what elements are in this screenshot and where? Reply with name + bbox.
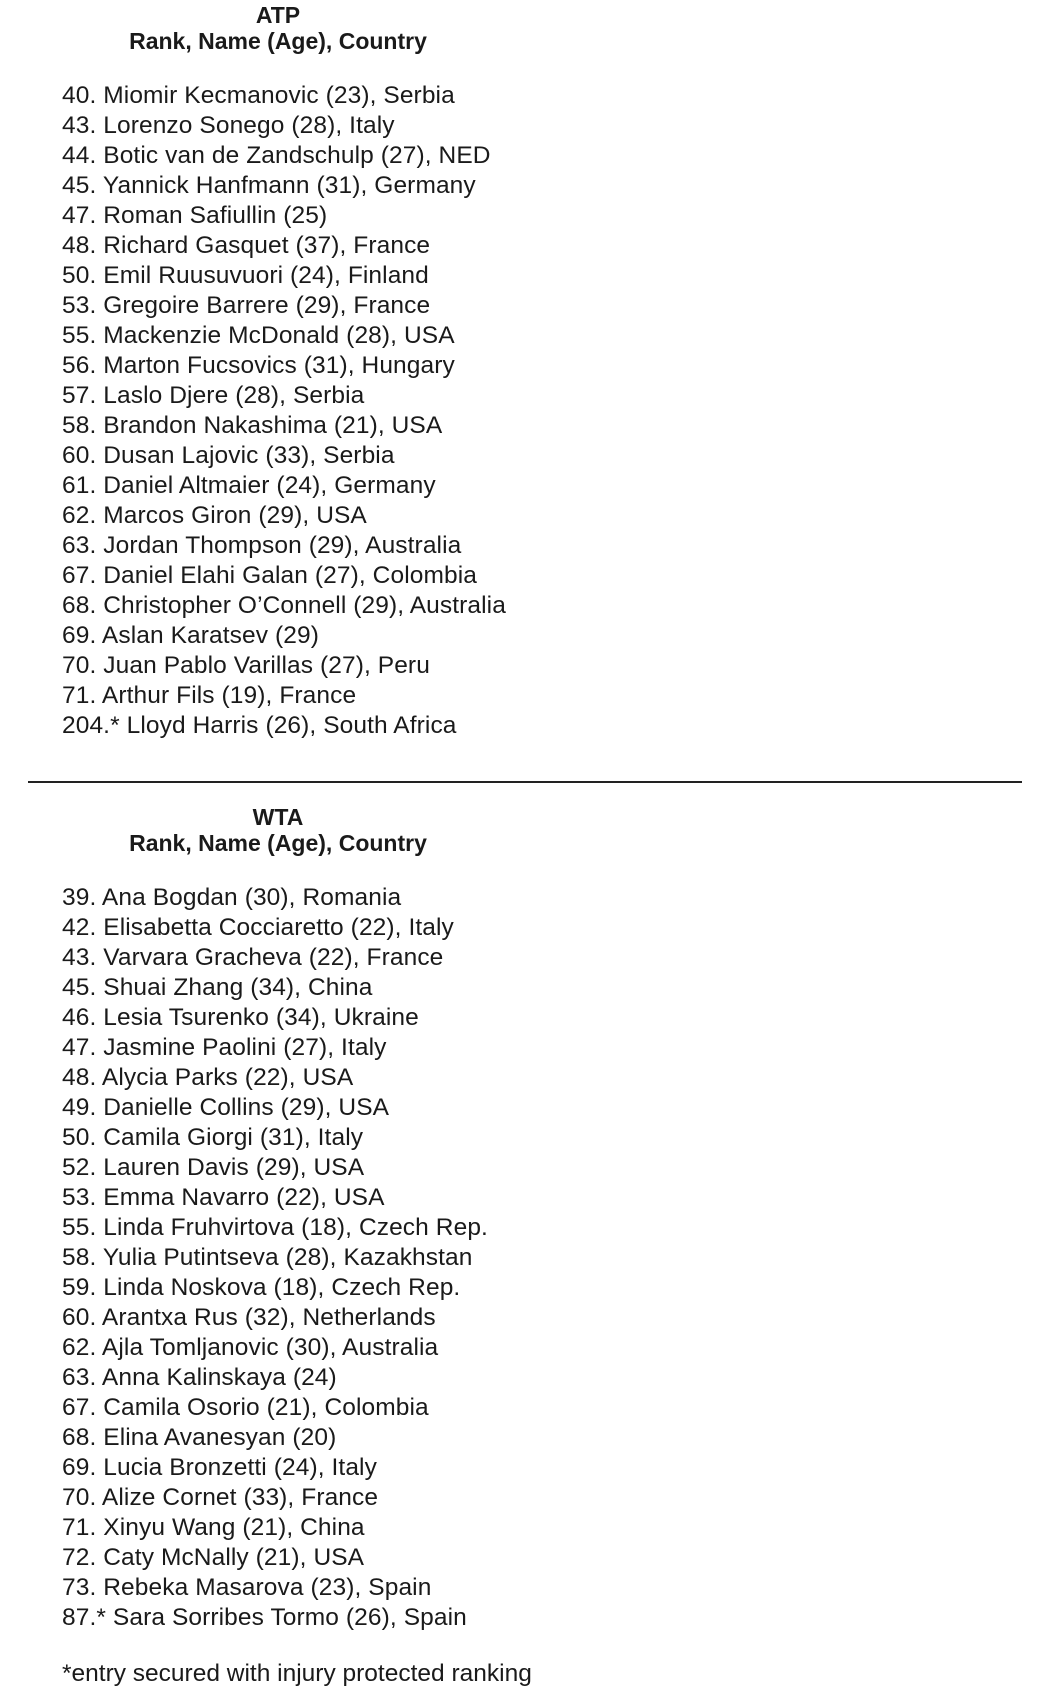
- list-item: 55. Mackenzie McDonald (28), USA: [62, 322, 455, 349]
- list-item: 47. Jasmine Paolini (27), Italy: [62, 1034, 387, 1061]
- list-item: 62. Ajla Tomljanovic (30), Australia: [62, 1334, 439, 1361]
- list-item: 68. Elina Avanesyan (20): [62, 1424, 337, 1451]
- list-item: 43. Lorenzo Sonego (28), Italy: [62, 112, 395, 139]
- list-item: 46. Lesia Tsurenko (34), Ukraine: [62, 1004, 419, 1031]
- list-item: 72. Caty McNally (21), USA: [62, 1544, 365, 1571]
- list-item: 39. Ana Bogdan (30), Romania: [62, 884, 402, 911]
- wta-entry-list: [62, 883, 488, 1633]
- list-item: 48. Alycia Parks (22), USA: [62, 1064, 354, 1091]
- list-item: 49. Danielle Collins (29), USA: [62, 1094, 390, 1121]
- list-item: 52. Lauren Davis (29), USA: [62, 1154, 365, 1181]
- list-item: 63. Jordan Thompson (29), Australia: [62, 532, 462, 559]
- section-divider: [28, 781, 1022, 783]
- list-item: 70. Alize Cornet (33), France: [62, 1484, 379, 1511]
- list-item: 56. Marton Fucsovics (31), Hungary: [62, 352, 455, 379]
- list-item: 73. Rebeka Masarova (23), Spain: [62, 1574, 432, 1601]
- atp-column-header: Rank, Name (Age), Country: [129, 28, 427, 54]
- list-item: 50. Camila Giorgi (31), Italy: [62, 1124, 364, 1151]
- list-item: 57. Laslo Djere (28), Serbia: [62, 382, 365, 409]
- list-item: 87.* Sara Sorribes Tormo (26), Spain: [62, 1604, 467, 1631]
- list-item: 70. Juan Pablo Varillas (27), Peru: [62, 652, 430, 679]
- list-item: 71. Arthur Fils (19), France: [62, 682, 357, 709]
- list-item: 45. Yannick Hanfmann (31), Germany: [62, 172, 476, 199]
- list-item: 60. Dusan Lajovic (33), Serbia: [62, 442, 395, 469]
- list-item: 53. Gregoire Barrere (29), France: [62, 292, 431, 319]
- list-item: 67. Daniel Elahi Galan (27), Colombia: [62, 562, 477, 589]
- list-item: 48. Richard Gasquet (37), France: [62, 232, 431, 259]
- list-item: 58. Brandon Nakashima (21), USA: [62, 412, 443, 439]
- list-item: 45. Shuai Zhang (34), China: [62, 974, 373, 1001]
- footnote: *entry secured with injury protected ranking: [62, 1660, 532, 1687]
- atp-title: ATP: [255, 2, 301, 28]
- list-item: 67. Camila Osorio (21), Colombia: [62, 1394, 429, 1421]
- wta-title: WTA: [252, 804, 304, 830]
- list-item: 71. Xinyu Wang (21), China: [62, 1514, 365, 1541]
- list-item: 43. Varvara Gracheva (22), France: [62, 944, 444, 971]
- list-item: 68. Christopher O’Connell (29), Australia: [62, 592, 506, 619]
- list-item: 50. Emil Ruusuvuori (24), Finland: [62, 262, 429, 289]
- wta-column-header: Rank, Name (Age), Country: [129, 830, 427, 856]
- list-item: 69. Lucia Bronzetti (24), Italy: [62, 1454, 377, 1481]
- list-item: 58. Yulia Putintseva (28), Kazakhstan: [62, 1244, 473, 1271]
- list-item: 60. Arantxa Rus (32), Netherlands: [62, 1304, 436, 1331]
- atp-entry-list: [62, 81, 506, 741]
- list-item: 55. Linda Fruhvirtova (18), Czech Rep.: [62, 1214, 488, 1241]
- list-item: 53. Emma Navarro (22), USA: [62, 1184, 385, 1211]
- list-item: 44. Botic van de Zandschulp (27), NED: [62, 142, 491, 169]
- list-item: 40. Miomir Kecmanovic (23), Serbia: [62, 82, 455, 109]
- list-item: 63. Anna Kalinskaya (24): [62, 1364, 337, 1391]
- list-item: 59. Linda Noskova (18), Czech Rep.: [62, 1274, 461, 1301]
- list-item: 61. Daniel Altmaier (24), Germany: [62, 472, 436, 499]
- list-item: 204.* Lloyd Harris (26), South Africa: [62, 712, 457, 739]
- list-item: 47. Roman Safiullin (25): [62, 202, 328, 229]
- list-item: 62. Marcos Giron (29), USA: [62, 502, 367, 529]
- list-item: 42. Elisabetta Cocciaretto (22), Italy: [62, 914, 454, 941]
- list-item: 69. Aslan Karatsev (29): [62, 622, 319, 649]
